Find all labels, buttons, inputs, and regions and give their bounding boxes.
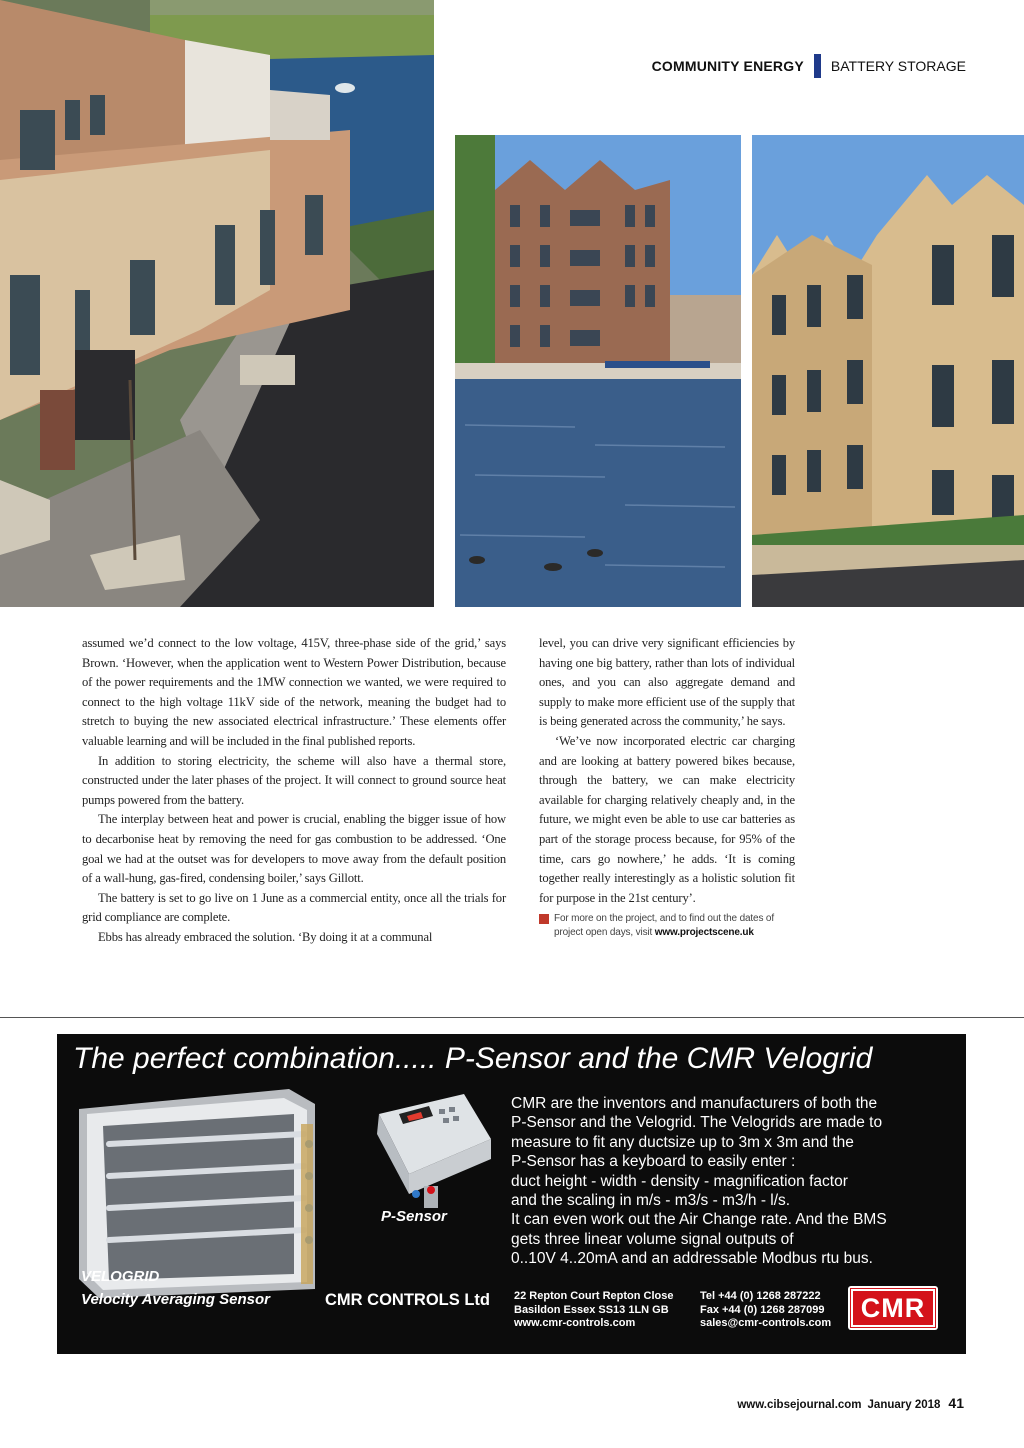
company-email-link[interactable]: sales@cmr-controls.com	[700, 1317, 832, 1329]
company-address	[514, 1290, 674, 1331]
advert-body-line: 0..10V 4..20mA and an addressable Modbus rtu bus.	[511, 1250, 873, 1268]
section-label: COMMUNITY ENERGY	[651, 58, 804, 74]
section-divider	[814, 54, 821, 78]
article-paragraph: The interplay between heat and power is crucial, enabling the bigger issue of how to decarbonise heat by removing the need for gas combustion to be addressed. ‘One goal we had at the outset was for developers to move away from the default position of a wall-hung, gas-fired, condensing boiler,’ says Gillott.	[82, 812, 506, 886]
advert-body-line: measure to fit any ductsize up to 3m x 3m and the	[511, 1133, 854, 1151]
company-website-link[interactable]: www.cmr-controls.com	[514, 1317, 636, 1329]
apartment-block-photo	[455, 135, 741, 607]
article-paragraph: level, you can drive very significant efficiencies by having one big battery, rather than lots of individual ones, and you can also aggregate demand and supply to make more efficient use of the supply that is being generated across the community,’ he says.	[539, 636, 795, 729]
note-body: For more on the project, and to find out the dates of project open days, visit	[554, 913, 774, 939]
article-paragraph: In addition to storing electricity, the scheme will also have a thermal store, constructed under the later phases of the project. It will connect to ground source heat pumps powered from the battery.	[82, 753, 506, 807]
issue-date: January 2018	[867, 1399, 941, 1411]
advert-body-line: P-Sensor and the Velogrid. The Velogrids are made to	[511, 1114, 883, 1132]
phone-number: Tel +44 (0) 1268 287222	[700, 1290, 821, 1302]
address-line: Basildon Essex SS13 1LN GB	[514, 1303, 669, 1316]
velogrid-subtitle: Velocity Averaging Sensor	[81, 1291, 270, 1308]
page-footer	[737, 1395, 964, 1411]
advert-body-line: CMR are the inventors and manufacturers of both the	[511, 1095, 878, 1112]
p-sensor-caption: P-Sensor	[381, 1208, 447, 1225]
note-marker	[539, 914, 549, 924]
advert-headline: The perfect combination..... P-Sensor and the CMR Velogrid	[73, 1042, 873, 1075]
project-link[interactable]: www.projectscene.uk	[654, 927, 754, 939]
note-text	[554, 912, 795, 940]
velogrid-name: VELOGRID	[81, 1268, 160, 1285]
housing-development-photo	[0, 0, 434, 607]
subsection-label: BATTERY STORAGE	[830, 58, 966, 74]
divider-rule	[0, 1017, 1024, 1018]
advert-body-line: and the scaling in m/s - m3/s - m3/h - l/s.	[511, 1192, 791, 1210]
company-name: CMR CONTROLS Ltd	[325, 1291, 490, 1309]
advert-body-line: P-Sensor has a keyboard to easily enter :	[511, 1153, 796, 1171]
cmr-logo-text: CMR	[851, 1289, 935, 1327]
advert-body	[511, 1094, 957, 1269]
advert-body-line: duct height - width - density - magnification factor	[511, 1172, 848, 1190]
company-contact	[700, 1290, 831, 1331]
velogrid-product-image	[79, 1084, 315, 1298]
p-sensor-product-image	[369, 1094, 495, 1212]
cmr-advert	[57, 1034, 966, 1354]
journal-website[interactable]: www.cibsejournal.com	[737, 1399, 862, 1411]
more-info-note	[539, 912, 795, 940]
article-column-left	[82, 634, 506, 948]
address-line: 22 Repton Court Repton Close	[514, 1290, 674, 1302]
advert-body-line: gets three linear volume signal outputs of	[511, 1230, 794, 1248]
article-paragraph: Ebbs has already embraced the solution. ‘By doing it at a communal	[98, 929, 433, 944]
advert-body-line: It can even work out the Air Change rate. And the BMS	[511, 1211, 887, 1229]
article-paragraph: assumed we’d connect to the low voltage, 415V, three-phase side of the grid,’ says Brown. ‘However, when the application went to Western Power Distribution, because of the power requirements and the 1MW connection we wanted, we were required to connect to the high voltage 11kV side of the network, meaning the budget had to stretch to buying the new associated electrical infrastructure.’ These elements offer valuable learning and will be included in the final published reports.	[82, 636, 506, 748]
article-paragraph: The battery is set to go live on 1 June as a commercial entity, once all the trials for grid compliance are complete.	[82, 890, 506, 925]
fax-number: Fax +44 (0) 1268 287099	[700, 1303, 825, 1316]
article-column-right	[539, 634, 795, 940]
cmr-logo	[848, 1286, 938, 1330]
section-header	[652, 54, 966, 78]
townhouses-photo	[752, 135, 1024, 607]
page-number: 41	[948, 1395, 964, 1411]
article-paragraph: ‘We’ve now incorporated electric car charging and are looking at battery powered bikes because, through the battery, we can make electricity available for charging relatively cheaply and, in the future, we might even be able to use car batteries as part of the storage process because, for 95% of the time, cars go nowhere,’ he adds. ‘It is coming together really interestingly as a holistic solution fit for purpose in the 21st century’.	[539, 733, 795, 905]
